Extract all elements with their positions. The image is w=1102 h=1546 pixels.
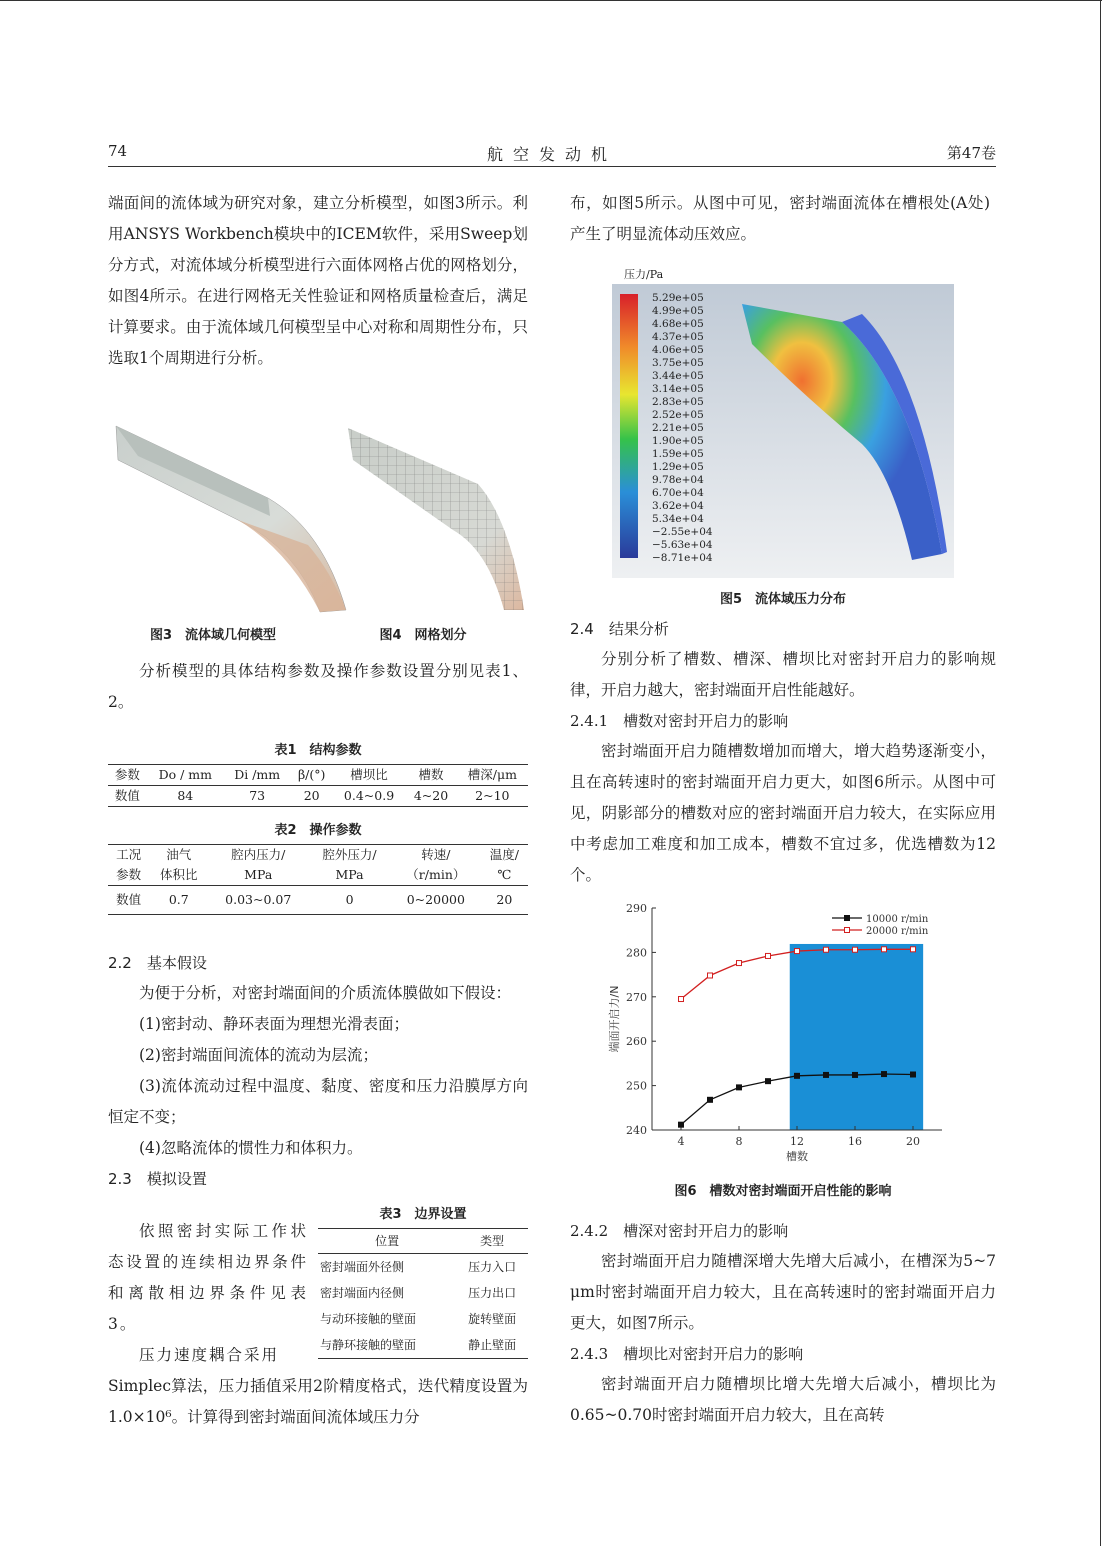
legend-value: −5.63e+04 bbox=[652, 539, 713, 551]
legend-value: 2.52e+05 bbox=[652, 409, 704, 421]
x-tick-label: 4 bbox=[677, 1135, 685, 1148]
paragraph: 密封端面开启力随槽数增加而增大，增大趋势逐渐变小，且在高转速时的密封端面开启力更大，如图6所示。从图中可见，阴影部分的槽数对应的密封端面开启力较大，在实际应用中考虑加工难度和加工成本，槽数不宜过多，优选槽数为12个。 bbox=[570, 742, 996, 884]
table-cell: Do / mm bbox=[158, 767, 213, 782]
table-cell: 20 bbox=[496, 892, 513, 907]
table-cell: 转速/ bbox=[421, 847, 451, 862]
data-point bbox=[795, 1073, 800, 1078]
mesh-image bbox=[348, 428, 524, 610]
legend-value: 5.29e+05 bbox=[652, 292, 704, 304]
right-column-2 bbox=[570, 614, 996, 891]
table-cell: 与静环接触的壁面 bbox=[320, 1338, 417, 1352]
table-cell: MPa bbox=[244, 867, 273, 882]
table-cell: 旋转壁面 bbox=[468, 1312, 517, 1326]
data-point bbox=[911, 947, 916, 952]
paragraph: 依照密封实际工作状态设置的连续相边界条件和离散相边界条件见表3。 bbox=[108, 1222, 308, 1333]
table-cell: 4~20 bbox=[413, 788, 449, 803]
data-point bbox=[737, 961, 742, 966]
legend-values bbox=[652, 292, 713, 565]
left-column bbox=[108, 188, 528, 374]
geometry-model-image bbox=[116, 426, 346, 612]
paragraph: 密封端面开启力随槽深增大先增大后减小，在槽深为5~7 μm时密封端面开启力较大，且在高转速时的密封端面开启力更大，如图7所示。 bbox=[570, 1252, 996, 1332]
table-cell: 槽深/μm bbox=[467, 767, 517, 782]
assumption-item: (3)流体流动过程中温度、黏度、密度和压力沿膜厚方向恒定不变； bbox=[108, 1077, 528, 1126]
left-column-2 bbox=[108, 656, 528, 718]
x-tick-label: 20 bbox=[906, 1135, 920, 1148]
legend-value: 3.75e+05 bbox=[652, 357, 704, 369]
legend-value: 4.99e+05 bbox=[652, 305, 704, 317]
table-cell: 参数 bbox=[114, 767, 140, 782]
subsection-heading: 2.4.3 槽坝比对密封开启力的影响 bbox=[570, 1345, 804, 1363]
table-cell: 84 bbox=[177, 788, 194, 803]
header-rule bbox=[108, 166, 996, 167]
section-heading: 2.4 结果分析 bbox=[570, 620, 669, 638]
data-point bbox=[708, 1097, 713, 1102]
y-tick-label: 260 bbox=[626, 1035, 647, 1049]
y-tick-label: 250 bbox=[626, 1079, 647, 1093]
table-cell: 0 bbox=[345, 892, 354, 907]
legend-value: 4.68e+05 bbox=[652, 318, 704, 330]
assumption-item: (4)忽略流体的惯性力和体积力。 bbox=[139, 1139, 363, 1157]
y-tick-label: 240 bbox=[626, 1124, 647, 1137]
paragraph: 分析模型的具体结构参数及操作参数设置分别见表1、2。 bbox=[108, 662, 528, 711]
legend-value: 1.59e+05 bbox=[652, 448, 704, 460]
data-point bbox=[853, 947, 858, 952]
paragraph: 密封端面开启力随槽坝比增大先增大后减小，槽坝比为0.65~0.70时密封端面开启力较大，且在高转 bbox=[570, 1375, 996, 1424]
table-cell: MPa bbox=[335, 867, 364, 882]
table-cell: 温度/ bbox=[489, 847, 519, 862]
legend-marker bbox=[845, 928, 850, 933]
legend-value: 3.44e+05 bbox=[652, 370, 704, 382]
table-cell: 73 bbox=[249, 788, 266, 803]
table-cell: 压力入口 bbox=[468, 1260, 517, 1274]
table-cell: 位置 bbox=[375, 1234, 400, 1248]
y-tick-label: 290 bbox=[626, 902, 647, 915]
figure-3-caption: 图3 流体域几何模型 bbox=[149, 628, 277, 643]
y-tick-label: 270 bbox=[626, 990, 647, 1004]
table-cell: 腔内压力/ bbox=[231, 847, 286, 862]
table-2 bbox=[108, 818, 528, 915]
figure-5 bbox=[612, 266, 954, 578]
x-tick-label: 8 bbox=[735, 1135, 743, 1148]
table-cell: 20 bbox=[303, 788, 320, 803]
table-cell: 工况 bbox=[116, 847, 142, 862]
table-cell: 2~10 bbox=[475, 788, 510, 803]
color-bar bbox=[620, 294, 638, 558]
data-point bbox=[882, 947, 887, 952]
legend-value: 4.06e+05 bbox=[652, 344, 704, 356]
data-point bbox=[766, 1079, 771, 1084]
data-point bbox=[824, 1072, 829, 1077]
figure-6-chart bbox=[600, 896, 960, 1166]
section-heading: 2.2 基本假设 bbox=[108, 954, 207, 972]
figure-3-4 bbox=[108, 420, 528, 620]
legend-value: 3.62e+04 bbox=[652, 500, 704, 512]
x-tick-label: 12 bbox=[790, 1135, 804, 1148]
assumption-item: (2)密封端面间流体的流动为层流； bbox=[139, 1046, 378, 1064]
left-column-3 bbox=[108, 948, 528, 1194]
table-cell: 数值 bbox=[116, 892, 142, 907]
table-2-title: 表2 操作参数 bbox=[274, 823, 362, 838]
legend-value: 1.90e+05 bbox=[652, 435, 704, 447]
right-column bbox=[570, 188, 990, 250]
y-axis-label: 端面开启力/N bbox=[608, 985, 621, 1053]
table-cell: 数值 bbox=[114, 788, 140, 803]
running-header bbox=[108, 142, 996, 166]
shaded-region bbox=[790, 944, 923, 1130]
legend-value: 9.78e+04 bbox=[652, 474, 704, 486]
table-3 bbox=[318, 1202, 528, 1359]
table-cell: 参数 bbox=[116, 867, 142, 882]
data-point bbox=[679, 997, 684, 1002]
data-point bbox=[853, 1072, 858, 1077]
data-point bbox=[766, 953, 771, 958]
table-cell: 0~20000 bbox=[406, 892, 465, 907]
table-cell: 槽数 bbox=[418, 767, 444, 782]
paragraph: Simplec算法，压力插值采用2阶精度格式，迭代精度设置为1.0×10⁶。计算得到密封端面间流体域压力分 bbox=[108, 1377, 528, 1426]
table-cell: β/(°) bbox=[297, 767, 326, 782]
table-cell: 与动环接触的壁面 bbox=[320, 1312, 417, 1326]
legend-value: 4.37e+05 bbox=[652, 331, 704, 343]
table-cell: Di /mm bbox=[234, 767, 281, 782]
figure-5-caption: 图5 流体域压力分布 bbox=[719, 592, 847, 607]
table-cell: 0.4~0.9 bbox=[343, 788, 395, 803]
assumption-item: (1)密封动、静环表面为理想光滑表面； bbox=[139, 1015, 409, 1033]
paragraph: 为便于分析，对密封端面间的介质流体膜做如下假设： bbox=[139, 984, 512, 1002]
journal-title: 航空发动机 bbox=[486, 145, 617, 164]
paragraph: 分别分析了槽数、槽深、槽坝比对密封开启力的影响规律，开启力越大，密封端面开启性能越好。 bbox=[570, 650, 996, 699]
table-3-title: 表3 边界设置 bbox=[379, 1207, 467, 1222]
table-cell: ℃ bbox=[497, 867, 512, 882]
data-point bbox=[679, 1122, 684, 1127]
data-point bbox=[795, 949, 800, 954]
data-point bbox=[911, 1072, 916, 1077]
table-cell: （r/min） bbox=[406, 867, 466, 882]
y-tick-label: 280 bbox=[626, 946, 647, 960]
data-point bbox=[737, 1085, 742, 1090]
legend-value: −2.55e+04 bbox=[652, 526, 713, 538]
legend-title: 压力/Pa bbox=[624, 268, 664, 281]
table-cell: 0.03~0.07 bbox=[225, 892, 292, 907]
data-point bbox=[882, 1072, 887, 1077]
table-cell: 油气 bbox=[166, 847, 192, 862]
paragraph: 端面间的流体域为研究对象，建立分析模型，如图3所示。利用ANSYS Workbench模块中的ICEM软件，采用Sweep划分方式，对流体域分析模型进行六面体网格占优的网格划分，如图4所示。在进行网格无关性验证和网格质量检查后，满足计算要求。由于流体域几何模型呈中心对称和周期性分布，只选取1个周期进行分析。 bbox=[108, 194, 528, 367]
data-point bbox=[824, 947, 829, 952]
page-number: 74 bbox=[108, 142, 128, 160]
data-point bbox=[708, 973, 713, 978]
table-cell: 0.7 bbox=[168, 892, 189, 907]
paragraph: 压力速度耦合采用 bbox=[139, 1346, 280, 1364]
right-column-3 bbox=[570, 1216, 996, 1431]
figure-4-caption: 图4 网格划分 bbox=[379, 628, 467, 643]
table-cell: 静止壁面 bbox=[468, 1338, 517, 1352]
figure-6-caption: 图6 槽数对密封端面开启性能的影响 bbox=[674, 1184, 892, 1199]
legend-marker bbox=[845, 916, 850, 921]
x-tick-label: 16 bbox=[848, 1135, 862, 1148]
table-cell: 槽坝比 bbox=[350, 767, 388, 782]
legend-value: 3.14e+05 bbox=[652, 383, 704, 395]
table-1-title: 表1 结构参数 bbox=[274, 743, 362, 758]
table-cell: 密封端面内径侧 bbox=[320, 1286, 405, 1300]
legend-value: 6.70e+04 bbox=[652, 487, 704, 499]
x-axis-label: 槽数 bbox=[786, 1150, 808, 1163]
table-cell: 压力出口 bbox=[468, 1286, 517, 1300]
subsection-heading: 2.4.1 槽数对密封开启力的影响 bbox=[570, 712, 789, 730]
legend-value: 1.29e+05 bbox=[652, 461, 704, 473]
paragraph: 布，如图5所示。从图中可见，密封端面流体在槽根处(A处)产生了明显流体动压效应。 bbox=[570, 194, 990, 243]
section-heading: 2.3 模拟设置 bbox=[108, 1170, 207, 1188]
legend-label: 20000 r/min bbox=[866, 926, 929, 937]
table-1 bbox=[108, 738, 528, 807]
legend-value: 2.21e+05 bbox=[652, 422, 704, 434]
volume-number: 第47卷 bbox=[946, 144, 996, 162]
subsection-heading: 2.4.2 槽深对密封开启力的影响 bbox=[570, 1222, 789, 1240]
table-cell: 类型 bbox=[480, 1234, 505, 1248]
legend-value: −8.71e+04 bbox=[652, 552, 713, 564]
legend-value: 5.34e+04 bbox=[652, 513, 704, 525]
legend-value: 2.83e+05 bbox=[652, 396, 704, 408]
table-cell: 密封端面外径侧 bbox=[320, 1260, 405, 1274]
table-cell: 腔外压力/ bbox=[322, 847, 377, 862]
table-cell: 体积比 bbox=[160, 867, 198, 882]
legend-label: 10000 r/min bbox=[866, 914, 929, 925]
